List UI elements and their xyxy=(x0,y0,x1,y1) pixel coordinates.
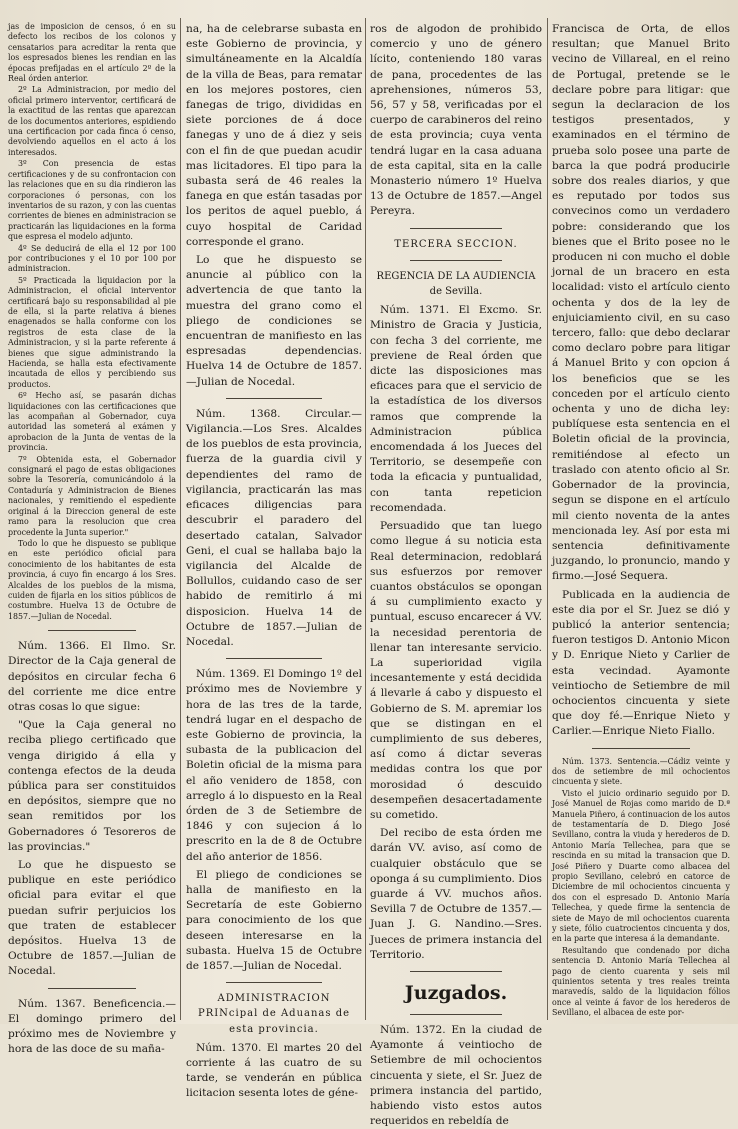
column-4 xyxy=(552,22,730,1018)
paragraph: Persuadido que tan luego como llegue á su noticia esta Real determinacion, redoblará sus esfuerzos por remover cuantos obstáculos se opongan á su cumplimiento exacto y puntual, escuso encarecer á VV. la necesidad perentoria de llenar tan interesante servicio. La superioridad vigila incesantemente y está decidida á llevarle á cabo y dispuesto el Gobierno de S. M. apremiar los que se distingan en el cumplimiento de sus deberes, así como á dictar severas medidas contra los que por morosidad ó descuido desempeñen desacertadamente su cometido. xyxy=(370,520,542,821)
subsection-heading: REGENCIA DE LA AUDIENCIA de Sevilla. xyxy=(376,270,536,298)
paragraph: "Que la Caja general no reciba pliego certificado que venga dirigido á ella y contenga efectos de la deuda pública para ser constituidos en depósitos, siempre que no sean remitidos por los Gobernadores ó Tesoreros de las provincias." xyxy=(8,719,176,853)
paragraph: Lo que he dispuesto se publique en este periódico oficial para evitar el que puedan sufrir perjuicios los que traten de establecer depósitos. Huelva 13 de Octubre de 1857.—Julian de Nocedal. xyxy=(8,859,176,978)
separator-rule xyxy=(48,988,136,989)
column-3 xyxy=(370,22,542,1128)
column-2 xyxy=(186,22,362,1100)
column-divider xyxy=(547,18,548,1020)
paragraph: Resultando que condenado por dicha sentencia D. Antonio María Tellechea al pago de ciento cuarenta y seis mil quinientos setenta y tres reales treinta maravedís, saldo de la liquidacion fólios once al veinte á favor de los herederos de Sevillano, el albacea de este por- xyxy=(552,945,730,1018)
paragraph: Núm. 1373. Sentencia.—Cádiz veinte y dos de setiembre de mil ochocientos cincuenta y siete. xyxy=(552,756,730,787)
separator-rule xyxy=(410,971,502,972)
paragraph: Núm. 1370. El martes 20 del corriente á las cuatro de su tarde, se venderán en pública licitacion sesenta lotes de géne- xyxy=(186,1041,362,1100)
column-divider xyxy=(180,18,181,1020)
paragraph: jas de imposicion de censos, ó en su defecto los recibos de los colonos y censatarios para acreditar la renta que los espresados bienes les rendian en las épocas prefijadas en el artículo 2º de la Real órden anterior. xyxy=(8,22,176,84)
paragraph: Núm. 1369. El Domingo 1º del próximo mes de Noviembre y hora de las tres de la tarde, tendrá lugar en el despacho de este Gobierno de provincia, la subasta de la publicacion del Boletin oficial de la misma para el año venidero de 1858, con arreglo á lo dispuesto en la Real órden de 3 de Setiembre de 1846 y con sujecion á lo prescrito en la de 8 de Octubre del año anterior de 1856. xyxy=(186,668,362,863)
separator-rule xyxy=(226,658,322,659)
paragraph: 6º Hecho así, se pasarán dichas liquidaciones con las certificaciones que las acompañan al Gobernador, cuya autoridad las someterá al exámen y aprobacion de la Junta de ventas de la provincia. xyxy=(8,391,176,453)
paragraph: Publicada en la audiencia de este dia por el Sr. Juez se dió y publicó la anterior sentencia; fueron testigos D. Antonio Micon y D. Enrique Nieto y Carlier de esta vecindad. Ayamonte veintiocho de Setiembre de mil ochocientos cincuenta y siete que doy fé.—Enrique Nieto y Carlier.—Enrique Nieto Fiallo. xyxy=(552,588,730,738)
separator-rule xyxy=(226,982,322,983)
separator-rule xyxy=(410,1014,502,1015)
paragraph: Núm. 1372. En la ciudad de Ayamonte á veintiocho de Setiembre de mil ochocientos cincuenta y siete, el Sr. Juez de primera instancia del partido, habiendo visto estos autos requeridos en rebeldía de xyxy=(370,1023,542,1128)
paragraph: Francisca de Orta, de ellos resultan; que Manuel Brito vecino de Villareal, en el reino de Portugal, pretende se le declare pobre para litigar: que segun la declaracion de los testigos presentados, y examinados en el término de prueba solo posee una parte de barca la que podrá producirle sobre dos reales diarios, y que es reputado por todos sus convecinos como un verdadero pobre: considerando que los bienes que el Brito posee no le producen ni con mucho el doble jornal de un bracero en esta localidad: visto el artículo ciento ochenta y dos de la ley de enjuiciamiento civil, en su caso tercero, fallo: que debo declarar como declaro pobre para litigar á Manuel Brito y con opcion á los beneficios que se les conceden por el artículo ciento ochenta y uno de dicha ley: publíquese esta sentencia en el Boletin oficial de la provincia, remitiéndose al efecto un traslado con atento oficio al Sr. Gobernador de la provincia, segun se dispone en el artículo mil ciento noventa de la antes mencionada ley. Así por esta mi sentencia definitivamente juzgando, lo pronuncio, mando y firmo.—José Sequera. xyxy=(552,23,730,583)
column-1 xyxy=(8,22,176,1056)
paragraph: 7º Obtenida esta, el Gobernador consignará el pago de estas obligaciones sobre la Tesorería, comunicándolo á la Contaduría y Administracion de Bienes nacionales, y remitiendo el espediente original á la Direccion general de este ramo para la resolucion que crea procedente la Junta superior." xyxy=(8,454,176,537)
separator-rule xyxy=(410,260,502,261)
paragraph: Lo que he dispuesto se anuncie al público con la advertencia de que tanto la muestra del grano como el pliego de condiciones se encuentran de manifiesto en las espresadas dependencias. Huelva 14 de Octubre de 1857.—Julian de Nocedal. xyxy=(186,254,362,388)
paragraph: El pliego de condiciones se halla de manifiesto en la Secretaría de este Gobierno para conocimiento de los que deseen interesarse en la subasta. Huelva 15 de Octubre de 1857.—Julian de Nocedal. xyxy=(186,868,362,972)
paragraph: Núm. 1368. Circular.—Vigilancia.—Los Sres. Alcaldes de los pueblos de esta provincia, fuerza de la guardia civil y dependientes del ramo de vigilancia, practicarán las mas eficaces diligencias para descubrir el paradero del desertado catalan, Salvador Geni, el cual se hallaba bajo la vigilancia del Alcalde de Bollullos, cuidando caso de ser habido de remitirlo á mi disposicion. Huelva 14 de Octubre de 1857.—Julian de Nocedal. xyxy=(186,407,362,648)
paragraph: ros de algodon de prohibido comercio y uno de género lícito, conteniendo 180 varas de pana, procedentes de las aprehensiones, números 53, 56, 57 y 58, verificadas por el cuerpo de carabineros del reino de esta provincia; cuya venta tendrá lugar en la casa aduana de esta capital, sita en la calle Monasterio número 1º Huelva 13 de Octubre de 1857.—Angel Pereyra. xyxy=(370,23,542,218)
paragraph: Todo lo que he dispuesto se publique en este periódico oficial para conocimiento de los habitantes de esta provincia, á cuyo fin encargo á los Sres. Alcaldes de los pueblos de la misma, cuiden de fijarla en los sitios públicos de costumbre. Huelva 13 de Octubre de 1857.—Julian de Nocedal. xyxy=(8,538,176,621)
paragraph: 4º Se deducirá de ella el 12 por 100 por contribuciones y el 10 por 100 por administracion. xyxy=(8,243,176,274)
paragraph: Núm. 1367. Beneficencia.—El domingo primero del próximo mes de Noviembre y hora de las doce de su maña- xyxy=(8,997,176,1056)
separator-rule xyxy=(48,630,136,631)
paragraph: Del recibo de esta órden me darán VV. aviso, así como de cualquier obstáculo que se oponga á su cumplimiento. Dios guarde á VV. muchos años. Sevilla 7 de Octubre de 1357.—Juan J. G. Nandino.—Sres. Jueces de primera instancia del Territorio. xyxy=(370,827,542,961)
separator-rule xyxy=(592,748,690,749)
separator-rule xyxy=(226,398,322,399)
paragraph: 2º La Administracion, por medio del oficial primero interventor, certificará de la exactitud de las rentas que aparezcan de los documentos anteriores, espidiendo una certificacion por cada finca ó censo, devolviendo aquellos en el acto á los interesados. xyxy=(8,85,176,157)
section-heading: TERCERA SECCION. xyxy=(394,238,518,250)
paragraph: 5º Practicada la liquidacion por la Administracion, el oficial interventor certificará bajo su responsabilidad al pie de ella, si la parte relativa á bienes enagenados se halla conforme con los registros de esta clase de la Administracion, y si la parte referente á bienes que sigue administrando la Hacienda, se halla esta efectivamente incautada de ellos y percibiendo sus productos. xyxy=(8,275,176,389)
paragraph: na, ha de celebrarse subasta en este Gobierno de provincia, y simultáneamente en la Alcaldía de la villa de Beas, para rematar en los mejores postores, cien fanegas de trigo, divididas en siete porciones de á doce fanegas y uno de á diez y seis con el fin de que puedan acudir mas licitadores. El tipo para la subasta será de 46 reales la fanega en que están tasadas por los peritos de aquel pueblo, á cuyo hospital de Caridad corresponde el grano. xyxy=(186,23,362,248)
separator-rule xyxy=(410,228,502,229)
paragraph: 3º Con presencia de estas certificaciones y de su confrontacion con las relaciones que en su dia rindieron las corporaciones ó personas, con los inventarios de su razon, y con las cuentas corrientes de bienes en administracion se practicarán las liquidaciones en la forma que espresa el modelo adjunto. xyxy=(8,159,176,242)
paragraph: Núm. 1371. El Excmo. Sr. Ministro de Gracia y Justicia, con fecha 3 del corriente, me previene de Real órden que dicte las disposiciones mas eficaces para que el servicio de la estadística de los diversos ramos que comprende la Administracion pública encomendada á los Jueces del Territorio, se desempeñe con toda la eficacia y puntualidad, con tanta repeticion recomendada. xyxy=(370,304,542,514)
section-heading: ADMINISTRACION PRINcipal de Aduanas de esta provincia. xyxy=(197,993,351,1035)
paragraph: Núm. 1366. El Ilmo. Sr. Director de la Caja general de depósitos en circular fecha 6 del corriente me dice entre otras cosas lo que sigue: xyxy=(8,640,176,713)
juzgados-heading: Juzgados. xyxy=(404,981,508,1004)
column-divider xyxy=(365,18,366,1020)
paragraph: Visto el juicio ordinario seguido por D. José Manuel de Rojas como marido de D.ª Manuela Piñero, á continuacion de los autos de testamentaría de D. Diego José Sevillano, contra la viuda y herederos de D. Antonio María Tellechea, para que se rescinda en su mitad la transacion que D. José Piñero y Duarte como albacea del propio Sevillano, celebró en catorce de Diciembre de mil ochocientos cincuenta y dos con el espresado D. Antonio María Tellechea, y quede firme la sentencia de siete de Mayo de mil ochocientos cuarenta y siete, fólio cuatrocientos cincuenta y dos, en la parte que interesa á la demandante. xyxy=(552,788,730,944)
